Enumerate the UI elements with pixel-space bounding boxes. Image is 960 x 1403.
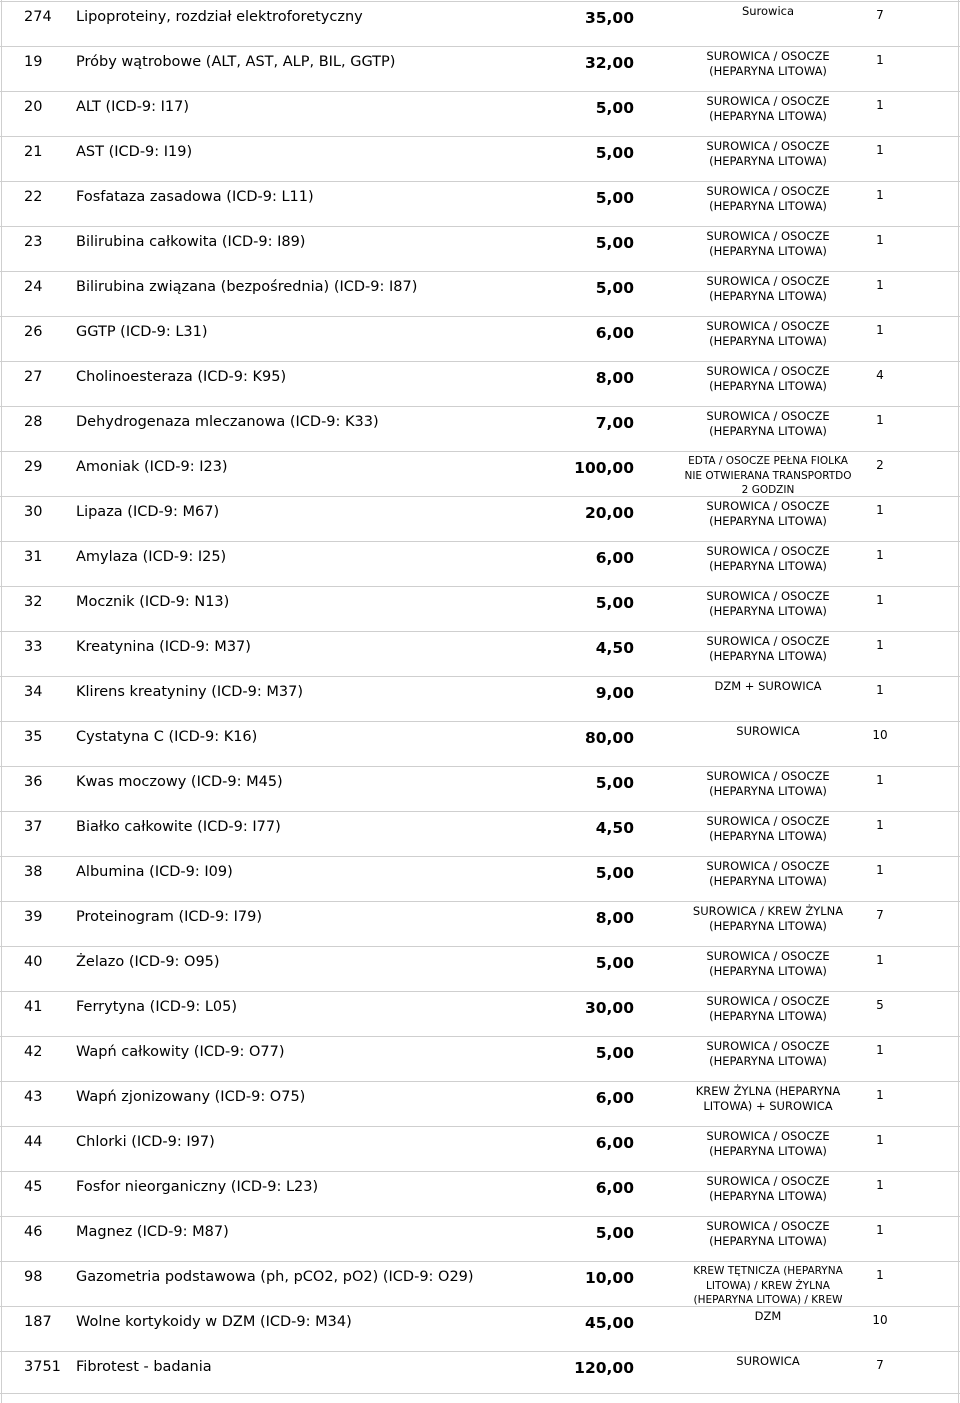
sample-material: SUROWICA / OSOCZE (HEPARYNA LITOWA) <box>706 1174 830 1203</box>
test-price: 5,00 <box>595 864 634 882</box>
test-name: GGTP (ICD-9: L31) <box>76 324 208 340</box>
test-price: 5,00 <box>595 279 634 297</box>
row-divider <box>0 1351 960 1352</box>
row-divider <box>0 856 960 857</box>
test-code: 20 <box>24 99 43 115</box>
table-row <box>0 675 960 720</box>
sample-material: SUROWICA / OSOCZE (HEPARYNA LITOWA) <box>706 1129 830 1158</box>
table-row <box>0 1170 960 1215</box>
turnaround-days: 1 <box>876 773 884 787</box>
test-name: Kreatynina (ICD-9: M37) <box>76 639 251 655</box>
sample-material: SUROWICA / OSOCZE (HEPARYNA LITOWA) <box>706 499 830 528</box>
row-divider <box>0 91 960 92</box>
test-code: 36 <box>24 774 43 790</box>
turnaround-days: 1 <box>876 188 884 202</box>
turnaround-days: 1 <box>876 818 884 832</box>
turnaround-days: 1 <box>876 233 884 247</box>
test-name: Fibrotest - badania <box>76 1359 212 1375</box>
table-row <box>0 1125 960 1170</box>
test-code: 28 <box>24 414 43 430</box>
test-code: 35 <box>24 729 43 745</box>
table-row <box>0 0 960 45</box>
test-price: 80,00 <box>584 729 634 747</box>
table-row <box>0 1305 960 1350</box>
test-code: 33 <box>24 639 43 655</box>
row-divider <box>0 226 960 227</box>
test-code: 3751 <box>24 1359 61 1375</box>
table-row <box>0 900 960 945</box>
table-row <box>0 720 960 765</box>
test-name: ALT (ICD-9: I17) <box>76 99 190 115</box>
test-name: Wolne kortykoidy w DZM (ICD-9: M34) <box>76 1314 352 1330</box>
test-name: Fosfor nieorganiczny (ICD-9: L23) <box>76 1179 319 1195</box>
test-name: Mocznik (ICD-9: N13) <box>76 594 230 610</box>
sample-material: SUROWICA / OSOCZE (HEPARYNA LITOWA) <box>706 229 830 258</box>
table-row <box>0 810 960 855</box>
turnaround-days: 1 <box>876 143 884 157</box>
sample-material: SUROWICA / OSOCZE (HEPARYNA LITOWA) <box>706 1219 830 1248</box>
turnaround-days: 7 <box>876 8 884 22</box>
test-price: 5,00 <box>595 189 634 207</box>
table-row <box>0 405 960 450</box>
table-row <box>0 945 960 990</box>
sample-material: SUROWICA / OSOCZE (HEPARYNA LITOWA) <box>706 94 830 123</box>
test-name: Bilirubina związana (bezpośrednia) (ICD-9: I87) <box>76 279 418 295</box>
sample-material: SUROWICA / KREW ŻYLNA (HEPARYNA LITOWA) <box>692 904 844 933</box>
test-name: Lipoproteiny, rozdział elektroforetyczny <box>76 9 363 25</box>
test-price: 9,00 <box>595 684 634 702</box>
turnaround-days: 1 <box>876 863 884 877</box>
test-price: 5,00 <box>595 99 634 117</box>
test-price: 20,00 <box>584 504 634 522</box>
table-row <box>0 450 960 495</box>
sample-material: SUROWICA / OSOCZE (HEPARYNA LITOWA) <box>706 949 830 978</box>
sample-material: SUROWICA / OSOCZE (HEPARYNA LITOWA) <box>706 319 830 348</box>
sample-material: DZM <box>754 1309 782 1323</box>
turnaround-days: 1 <box>876 953 884 967</box>
sample-material: DZM + SUROWICA <box>714 679 822 693</box>
table-row <box>0 990 960 1035</box>
table-row <box>0 315 960 360</box>
table-row <box>0 225 960 270</box>
sample-material: SUROWICA / OSOCZE (HEPARYNA LITOWA) <box>706 139 830 168</box>
table-row <box>0 765 960 810</box>
test-name: Gazometria podstawowa (ph, pCO2, pO2) (ICD-9: O29) <box>76 1269 474 1285</box>
sample-material: SUROWICA / OSOCZE (HEPARYNA LITOWA) <box>706 814 830 843</box>
row-divider <box>0 406 960 407</box>
test-name: Bilirubina całkowita (ICD-9: I89) <box>76 234 306 250</box>
row-divider <box>0 1081 960 1082</box>
turnaround-days: 2 <box>876 458 884 472</box>
row-divider <box>0 1171 960 1172</box>
table-row <box>0 135 960 180</box>
sample-material: KREW ŻYLNA (HEPARYNA LITOWA) + SUROWICA <box>695 1084 841 1113</box>
test-code: 37 <box>24 819 43 835</box>
test-code: 38 <box>24 864 43 880</box>
test-price: 5,00 <box>595 954 634 972</box>
turnaround-days: 7 <box>876 1358 884 1372</box>
test-name: Ferrytyna (ICD-9: L05) <box>76 999 238 1015</box>
test-code: 31 <box>24 549 43 565</box>
table-row <box>0 540 960 585</box>
test-price: 32,00 <box>584 54 634 72</box>
turnaround-days: 1 <box>876 1043 884 1057</box>
test-price: 45,00 <box>584 1314 634 1332</box>
test-price: 6,00 <box>595 549 634 567</box>
test-code: 29 <box>24 459 43 475</box>
test-name: Cystatyna C (ICD-9: K16) <box>76 729 258 745</box>
test-code: 19 <box>24 54 43 70</box>
test-price: 6,00 <box>595 324 634 342</box>
test-name: Klirens kreatyniny (ICD-9: M37) <box>76 684 303 700</box>
turnaround-days: 10 <box>872 728 888 742</box>
sample-material: SUROWICA / OSOCZE (HEPARYNA LITOWA) <box>706 49 830 78</box>
test-price: 5,00 <box>595 234 634 252</box>
sample-material: SUROWICA / OSOCZE (HEPARYNA LITOWA) <box>706 1039 830 1068</box>
sample-material: SUROWICA / OSOCZE (HEPARYNA LITOWA) <box>706 274 830 303</box>
table-row <box>0 360 960 405</box>
row-divider <box>0 46 960 47</box>
sample-material: SUROWICA / OSOCZE (HEPARYNA LITOWA) <box>706 184 830 213</box>
test-price: 6,00 <box>595 1179 634 1197</box>
turnaround-days: 1 <box>876 1223 884 1237</box>
test-name: Proteinogram (ICD-9: I79) <box>76 909 263 925</box>
test-price: 120,00 <box>574 1359 634 1377</box>
table-row <box>0 1260 960 1305</box>
row-divider <box>0 946 960 947</box>
test-code: 98 <box>24 1269 43 1285</box>
row-divider <box>0 316 960 317</box>
turnaround-days: 1 <box>876 1268 884 1282</box>
sample-material: SUROWICA / OSOCZE (HEPARYNA LITOWA) <box>706 994 830 1023</box>
test-code: 32 <box>24 594 43 610</box>
test-code: 43 <box>24 1089 43 1105</box>
sample-material: SUROWICA / OSOCZE (HEPARYNA LITOWA) <box>706 409 830 438</box>
test-code: 40 <box>24 954 43 970</box>
test-price: 7,00 <box>595 414 634 432</box>
sample-material: SUROWICA / OSOCZE (HEPARYNA LITOWA) <box>706 769 830 798</box>
turnaround-days: 1 <box>876 1178 884 1192</box>
row-divider <box>0 721 960 722</box>
test-price: 8,00 <box>595 369 634 387</box>
turnaround-days: 1 <box>876 503 884 517</box>
turnaround-days: 1 <box>876 683 884 697</box>
table-row <box>0 855 960 900</box>
test-code: 21 <box>24 144 43 160</box>
test-name: Lipaza (ICD-9: M67) <box>76 504 220 520</box>
table-row <box>0 270 960 315</box>
test-name: Magnez (ICD-9: M87) <box>76 1224 229 1240</box>
table-border <box>958 0 959 1403</box>
row-divider <box>0 1036 960 1037</box>
test-name: Żelazo (ICD-9: O95) <box>76 954 220 970</box>
test-price: 4,50 <box>595 819 634 837</box>
row-divider <box>0 361 960 362</box>
test-code: 27 <box>24 369 43 385</box>
row-divider <box>0 451 960 452</box>
turnaround-days: 7 <box>876 908 884 922</box>
test-price: 10,00 <box>584 1269 634 1287</box>
row-divider <box>0 991 960 992</box>
test-code: 26 <box>24 324 43 340</box>
sample-material: EDTA / OSOCZE PEŁNA FIOLKA NIE OTWIERANA TRANSPORTDO 2 GODZIN <box>684 455 852 496</box>
row-divider <box>0 1 960 2</box>
test-code: 30 <box>24 504 43 520</box>
test-name: Wapń zjonizowany (ICD-9: O75) <box>76 1089 306 1105</box>
test-price: 5,00 <box>595 594 634 612</box>
table-row <box>0 495 960 540</box>
turnaround-days: 1 <box>876 548 884 562</box>
test-price: 5,00 <box>595 774 634 792</box>
turnaround-days: 1 <box>876 413 884 427</box>
table-row <box>0 45 960 90</box>
test-code: 46 <box>24 1224 43 1240</box>
row-divider <box>0 136 960 137</box>
test-code: 24 <box>24 279 43 295</box>
test-price: 4,50 <box>595 639 634 657</box>
turnaround-days: 1 <box>876 1088 884 1102</box>
test-code: 45 <box>24 1179 43 1195</box>
test-name: Amoniak (ICD-9: I23) <box>76 459 228 475</box>
sample-material: SUROWICA / OSOCZE (HEPARYNA LITOWA) <box>706 634 830 663</box>
test-code: 23 <box>24 234 43 250</box>
sample-material: SUROWICA / OSOCZE (HEPARYNA LITOWA) <box>706 859 830 888</box>
table-row <box>0 1080 960 1125</box>
table-row <box>0 180 960 225</box>
row-divider <box>0 271 960 272</box>
test-name: Próby wątrobowe (ALT, AST, ALP, BIL, GGTP) <box>76 54 396 70</box>
turnaround-days: 1 <box>876 638 884 652</box>
table-row <box>0 1035 960 1080</box>
sample-material: SUROWICA / OSOCZE (HEPARYNA LITOWA) <box>706 364 830 393</box>
row-divider <box>0 1216 960 1217</box>
test-name: Białko całkowite (ICD-9: I77) <box>76 819 281 835</box>
test-code: 274 <box>24 9 52 25</box>
test-name: Albumina (ICD-9: I09) <box>76 864 233 880</box>
test-code: 42 <box>24 1044 43 1060</box>
row-divider <box>0 811 960 812</box>
test-name: Chlorki (ICD-9: I97) <box>76 1134 215 1150</box>
sample-material: KREW TĘTNICZA (HEPARYNA LITOWA) / KREW ŻYLNA (HEPARYNA LITOWA) / KREW <box>693 1265 843 1306</box>
test-name: AST (ICD-9: I19) <box>76 144 193 160</box>
test-code: 41 <box>24 999 43 1015</box>
turnaround-days: 1 <box>876 1133 884 1147</box>
table-border <box>1 0 2 1403</box>
test-price: 5,00 <box>595 1224 634 1242</box>
turnaround-days: 1 <box>876 323 884 337</box>
turnaround-days: 1 <box>876 593 884 607</box>
table-row <box>0 585 960 630</box>
row-divider <box>0 541 960 542</box>
table-row <box>0 90 960 135</box>
row-divider <box>0 631 960 632</box>
test-name: Amylaza (ICD-9: I25) <box>76 549 227 565</box>
row-divider <box>0 766 960 767</box>
row-divider <box>0 676 960 677</box>
test-price: 5,00 <box>595 1044 634 1062</box>
turnaround-days: 4 <box>876 368 884 382</box>
test-name: Dehydrogenaza mleczanowa (ICD-9: K33) <box>76 414 379 430</box>
row-divider <box>0 496 960 497</box>
row-divider <box>0 1126 960 1127</box>
test-name: Wapń całkowity (ICD-9: O77) <box>76 1044 285 1060</box>
test-price: 6,00 <box>595 1089 634 1107</box>
test-code: 44 <box>24 1134 43 1150</box>
turnaround-days: 10 <box>872 1313 888 1327</box>
test-code: 22 <box>24 189 43 205</box>
table-row <box>0 630 960 675</box>
row-divider <box>0 901 960 902</box>
sample-material: SUROWICA <box>736 1354 800 1368</box>
turnaround-days: 1 <box>876 278 884 292</box>
sample-material: Surowica <box>741 4 795 18</box>
sample-material: SUROWICA / OSOCZE (HEPARYNA LITOWA) <box>706 544 830 573</box>
test-code: 187 <box>24 1314 52 1330</box>
row-divider <box>0 181 960 182</box>
test-name: Kwas moczowy (ICD-9: M45) <box>76 774 283 790</box>
test-price: 35,00 <box>584 9 634 27</box>
test-code: 39 <box>24 909 43 925</box>
turnaround-days: 1 <box>876 53 884 67</box>
test-code: 34 <box>24 684 43 700</box>
row-divider <box>0 1393 960 1394</box>
table-row <box>0 1350 960 1395</box>
turnaround-days: 5 <box>876 998 884 1012</box>
row-divider <box>0 1306 960 1307</box>
sample-material: SUROWICA / OSOCZE (HEPARYNA LITOWA) <box>706 589 830 618</box>
test-name: Fosfataza zasadowa (ICD-9: L11) <box>76 189 314 205</box>
test-price: 6,00 <box>595 1134 634 1152</box>
table-row <box>0 1215 960 1260</box>
row-divider <box>0 1261 960 1262</box>
test-price: 100,00 <box>574 459 634 477</box>
turnaround-days: 1 <box>876 98 884 112</box>
test-price: 8,00 <box>595 909 634 927</box>
test-name: Cholinoesteraza (ICD-9: K95) <box>76 369 287 385</box>
sample-material: SUROWICA <box>736 724 800 738</box>
test-price: 30,00 <box>584 999 634 1017</box>
row-divider <box>0 586 960 587</box>
test-price: 5,00 <box>595 144 634 162</box>
